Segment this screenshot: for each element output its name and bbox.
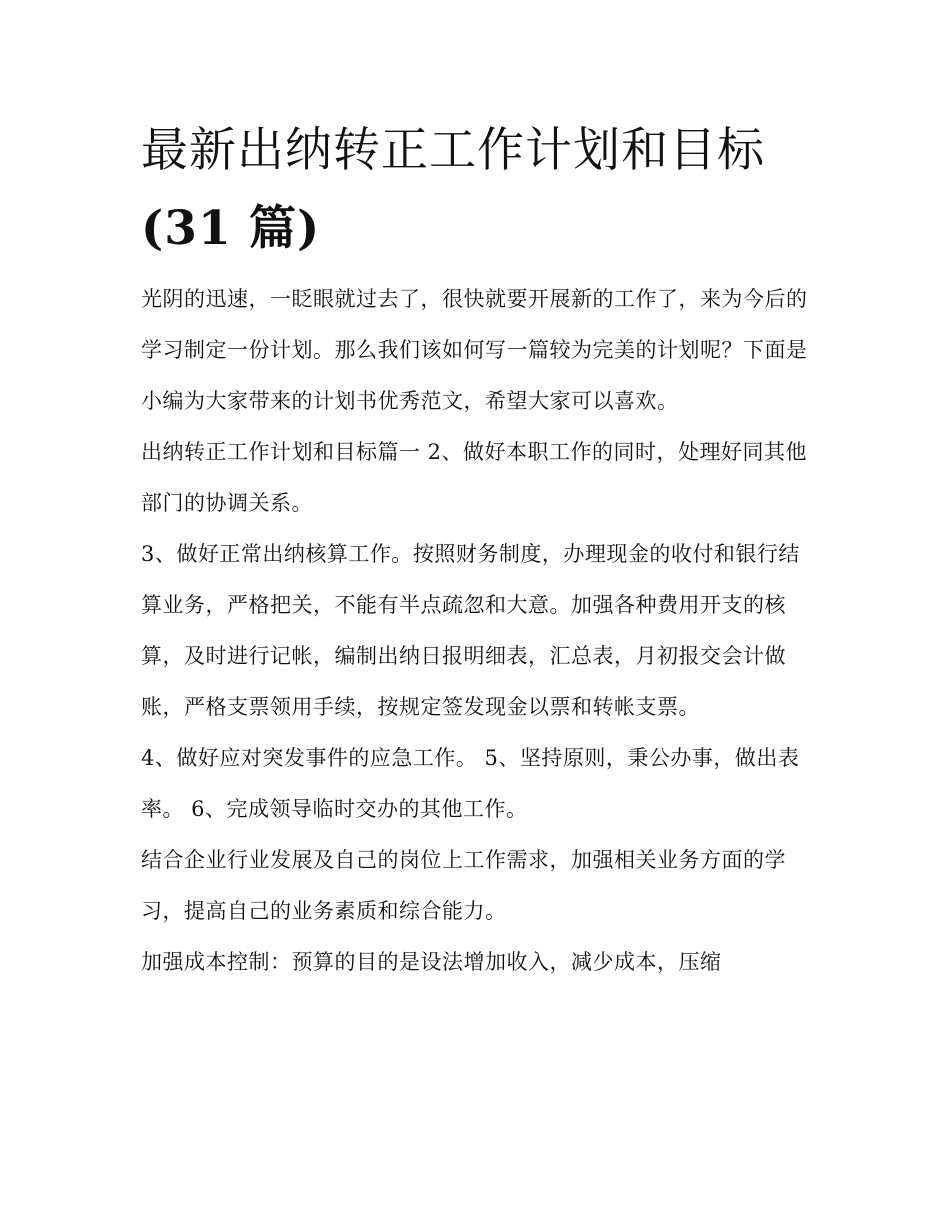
paragraph-item-4-6: 4、做好应对突发事件的应急工作。 5、坚持原则，秉公办事，做出表率。 6、完成领导临时交办的其他工作。 [141,746,800,821]
paragraph-intro: 光阴的迅速，一眨眼就过去了，很快就要开展新的工作了，来为今后的学习制定一份计划。那么我们该如何写一篇较为完美的计划呢？下面是小编为大家带来的计划书优秀范文，希望大家可以喜欢。 [141,287,808,413]
title-line-2: (31 篇) [141,201,321,256]
paragraph-study: 结合企业行业发展及自己的岗位上工作需求，加强相关业务方面的学习，提高自己的业务素质和综合能力。 [141,848,786,923]
document-title [141,112,813,268]
document-body [141,274,813,988]
paragraph-cost-control: 加强成本控制：预算的目的是设法增加收入，减少成本，压缩 [141,950,722,974]
title-line-1: 最新出纳转正工作计划和目标 [141,123,765,178]
paragraph-item-2: 出纳转正工作计划和目标篇一 2、做好本职工作的同时，处理好同其他部门的协调关系。 [141,440,808,515]
paragraph-item-3: 3、做好正常出纳核算工作。按照财务制度，办理现金的收付和银行结算业务，严格把关，不能有半点疏忽和大意。加强各种费用开支的核算，及时进行记帐，编制出纳日报明细表，汇总表，月初报交会计做账，严格支票领用手续，按规定签发现金以票和转帐支票。 [141,542,800,719]
document-page [141,112,813,988]
